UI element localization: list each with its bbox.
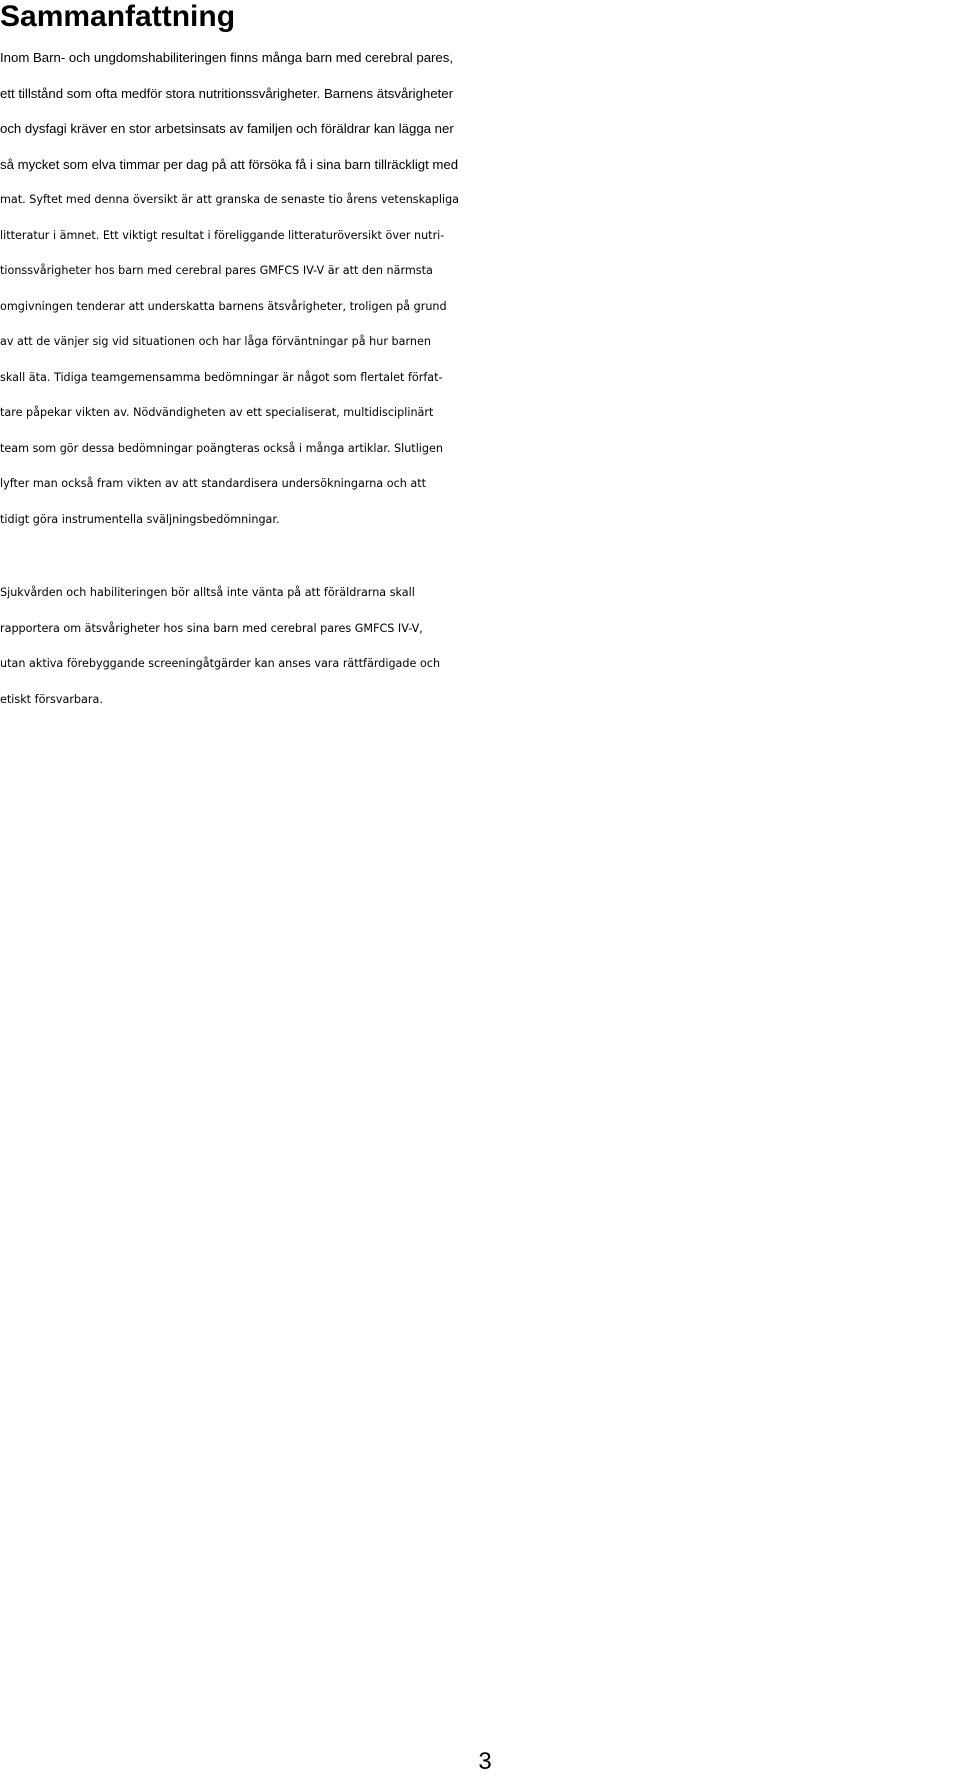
text-line: rapportera om ätsvårigheter hos sina barn med cerebral pares GMFCS IV-V, [0, 621, 423, 635]
text-line: skall äta. Tidiga teamgemensamma bedömningar är något som flertalet förfat- [0, 370, 443, 384]
text-line: tionssvårigheter hos barn med cerebral pares GMFCS IV-V är att den närmsta [0, 264, 433, 277]
summary-paragraph-2 [0, 575, 950, 717]
text-line: så mycket som elva timmar per dag på att försöka få i sina barn tillräckligt med [0, 156, 459, 172]
text-line: omgivningen tenderar att underskatta barnens ätsvårigheter, troligen på grund [0, 299, 447, 313]
text-line: tidigt göra instrumentella sväljningsbedömningar. [0, 512, 280, 526]
text-line: team som gör dessa bedömningar poängteras också i många artiklar. Slutligen [0, 441, 443, 455]
text-line: etiskt försvarbara. [0, 692, 103, 706]
text-line: utan aktiva förebyggande screeningåtgärder kan anses vara rättfärdigade och [0, 657, 441, 670]
section-heading: Sammanfattning [0, 0, 236, 33]
text-line: litteratur i ämnet. Ett viktigt resultat i föreliggande litteraturöversikt över nutri- [0, 228, 445, 242]
text-line: och dysfagi kräver en stor arbetsinsats av familjen och föräldrar kan lägga ner [0, 121, 454, 136]
page-number: 3 [478, 1748, 492, 1775]
text-line: ett tillstånd som ofta medför stora nutritionssvårigheter. Barnens ätsvårigheter [0, 85, 453, 101]
summary-paragraph-1 [0, 40, 950, 537]
text-line: lyfter man också fram vikten av att standardisera undersökningarna och att [0, 477, 426, 490]
text-line: Inom Barn- och ungdomshabiliteringen finns många barn med cerebral pares, [0, 50, 454, 65]
text-line: av att de vänjer sig vid situationen och har låga förväntningar på hur barnen [0, 335, 431, 348]
text-line: tare påpekar vikten av. Nödvändigheten av ett specialiserat, multidisciplinärt [0, 406, 434, 419]
text-line: mat. Syftet med denna översikt är att granska de senaste tio årens vetenskapliga [0, 193, 460, 206]
text-line: Sjukvården och habiliteringen bör alltså inte vänta på att föräldrarna skall [0, 586, 415, 599]
